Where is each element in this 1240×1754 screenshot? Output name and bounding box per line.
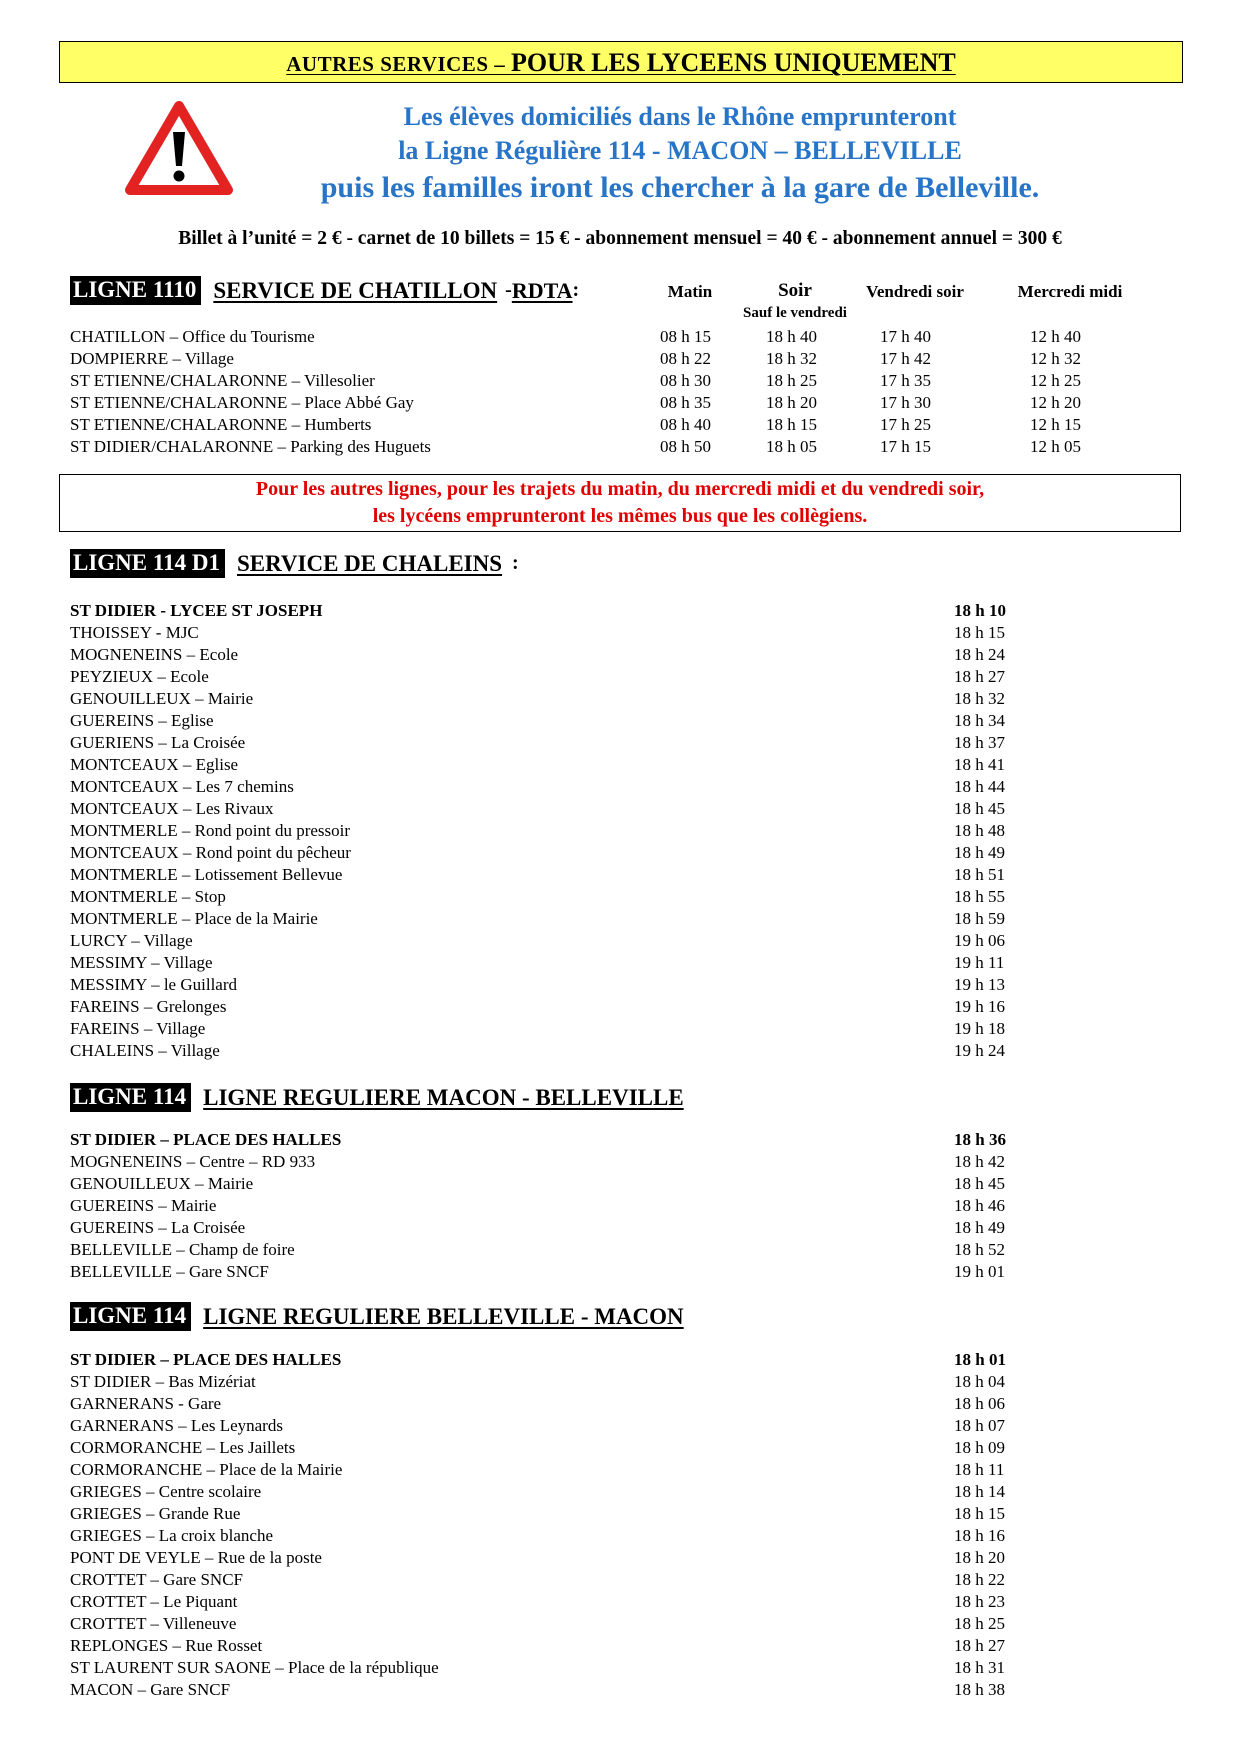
table-row [70, 1503, 1150, 1525]
table-row [70, 1195, 1150, 1217]
table-row [70, 798, 1150, 820]
rhone-notice [230, 100, 1130, 208]
departure-time: 18 h 07 [954, 1416, 1005, 1435]
departure-time: 18 h 27 [954, 1636, 1005, 1655]
line-colon: : [512, 552, 519, 574]
stop-name: ST DIDIER – Bas Mizériat [70, 1372, 256, 1391]
time-mercredi-midi: 12 h 20 [1030, 393, 1081, 412]
stop-name: MONTMERLE – Place de la Mairie [70, 909, 318, 928]
info-line-1: Pour les autres lignes, pour les trajets du matin, du mercredi midi et du vendredi soir, [255, 478, 985, 500]
stop-name: BELLEVILLE – Champ de foire [70, 1240, 295, 1259]
departure-time: 18 h 49 [954, 843, 1005, 862]
table-row [70, 1018, 1150, 1040]
table-row [70, 996, 1150, 1018]
table-row [70, 820, 1150, 842]
stop-name: ST DIDIER – PLACE DES HALLES [70, 1350, 342, 1369]
departure-time: 18 h 45 [954, 799, 1005, 818]
banner-highlight: POUR LES LYCEENS UNIQUEMENT [511, 48, 956, 77]
departure-time: 18 h 25 [954, 1614, 1005, 1633]
table-row [70, 326, 1150, 348]
time-soir: 18 h 20 [766, 393, 817, 412]
column-matin: Matin [667, 282, 713, 301]
section-114-belleville-macon-header [70, 1302, 684, 1331]
column-soir-note: Sauf le vendredi [743, 305, 847, 321]
departure-time: 18 h 11 [954, 1460, 1005, 1479]
departure-time: 18 h 20 [954, 1548, 1005, 1567]
table-row [70, 1371, 1150, 1393]
stop-name: PONT DE VEYLE – Rue de la poste [70, 1548, 322, 1567]
timetable-114-macon-belleville [70, 1129, 1150, 1283]
table-row [70, 1173, 1150, 1195]
stop-name: MONTCEAUX – Les Rivaux [70, 799, 274, 818]
time-matin: 08 h 40 [660, 415, 711, 434]
departure-time: 19 h 18 [954, 1019, 1005, 1038]
table-row [70, 732, 1150, 754]
table-row [70, 1261, 1150, 1283]
table-row [70, 1635, 1150, 1657]
stop-name: MESSIMY – le Guillard [70, 975, 238, 994]
departure-time: 18 h 45 [954, 1174, 1005, 1193]
departure-time: 19 h 16 [954, 997, 1005, 1016]
departure-time: 18 h 24 [954, 645, 1005, 664]
time-soir: 18 h 40 [766, 327, 817, 346]
stop-name: ST DIDIER – PLACE DES HALLES [70, 1130, 342, 1149]
departure-time: 18 h 16 [954, 1526, 1005, 1545]
line-title: SERVICE DE CHATILLON [213, 277, 498, 303]
stop-name: ST LAURENT SUR SAONE – Place de la république [70, 1658, 439, 1677]
time-matin: 08 h 30 [660, 371, 711, 390]
stop-name: ST DIDIER/CHALARONNE – Parking des Huguets [70, 437, 431, 456]
stop-name: GENOUILLEUX – Mairie [70, 689, 254, 708]
table-row [70, 974, 1150, 996]
line-separator: - [505, 279, 512, 301]
table-row [70, 1349, 1150, 1371]
time-soir: 18 h 15 [766, 415, 817, 434]
departure-time: 18 h 23 [954, 1592, 1005, 1611]
time-soir: 18 h 25 [766, 371, 817, 390]
departure-time: 18 h 09 [954, 1438, 1005, 1457]
departure-time: 18 h 32 [954, 689, 1005, 708]
table-row [70, 1481, 1150, 1503]
departure-time: 18 h 15 [954, 623, 1005, 642]
table-row [70, 1217, 1150, 1239]
table-row [70, 1040, 1150, 1062]
time-soir: 18 h 32 [766, 349, 817, 368]
stop-name: MONTMERLE – Lotissement Bellevue [70, 865, 343, 884]
departure-time: 18 h 44 [954, 777, 1005, 796]
timetable-1110 [70, 326, 1150, 458]
line-operator: RDTA [511, 277, 573, 303]
departure-time: 18 h 34 [954, 711, 1005, 730]
departure-time: 18 h 52 [954, 1240, 1005, 1259]
stop-name: MACON – Gare SNCF [70, 1680, 231, 1699]
stop-name: MOGNENEINS – Centre – RD 933 [70, 1152, 316, 1171]
departure-time: 18 h 36 [954, 1130, 1006, 1149]
table-row [70, 864, 1150, 886]
stop-name: GUEREINS – La Croisée [70, 1218, 246, 1237]
stop-name: GENOUILLEUX – Mairie [70, 1174, 254, 1193]
column-soir: Soir [778, 280, 812, 301]
table-row [70, 666, 1150, 688]
stop-name: FAREINS – Village [70, 1019, 206, 1038]
table-row [70, 414, 1150, 436]
departure-time: 18 h 37 [954, 733, 1005, 752]
table-row [70, 600, 1150, 622]
line-title: LIGNE REGULIERE MACON - BELLEVILLE [203, 1084, 684, 1110]
departure-time: 18 h 22 [954, 1570, 1005, 1589]
time-soir: 18 h 05 [766, 437, 817, 456]
departure-time: 18 h 46 [954, 1196, 1005, 1215]
stop-name: THOISSEY - MJC [70, 623, 199, 642]
departure-time: 19 h 24 [954, 1041, 1005, 1060]
table-row [70, 1613, 1150, 1635]
table-row [70, 1415, 1150, 1437]
departure-time: 18 h 04 [954, 1372, 1005, 1391]
section-114-d1-header [70, 549, 519, 578]
table-row [70, 436, 1150, 458]
departure-time: 19 h 13 [954, 975, 1005, 994]
time-mercredi-midi: 12 h 15 [1030, 415, 1081, 434]
stop-name: DOMPIERRE – Village [70, 349, 234, 368]
time-matin: 08 h 15 [660, 327, 711, 346]
stop-name: GRIEGES – Grande Rue [70, 1504, 241, 1523]
departure-time: 18 h 15 [954, 1504, 1005, 1523]
timetable-114-d1 [70, 600, 1150, 1062]
stop-name: PEYZIEUX – Ecole [70, 667, 209, 686]
timetable-114-belleville-macon [70, 1349, 1150, 1701]
time-mercredi-midi: 12 h 05 [1030, 437, 1081, 456]
table-row [70, 886, 1150, 908]
stop-name: CROTTET – Le Piquant [70, 1592, 238, 1611]
table-row [70, 348, 1150, 370]
table-row [70, 776, 1150, 798]
time-vendredi-soir: 17 h 30 [880, 393, 931, 412]
table-row [70, 622, 1150, 644]
stop-name: GUERIENS – La Croisée [70, 733, 246, 752]
section-114-macon-belleville-header [70, 1083, 684, 1112]
warning-icon [124, 100, 234, 196]
line-colon: : [572, 279, 580, 301]
time-mercredi-midi: 12 h 32 [1030, 349, 1081, 368]
table-row [70, 392, 1150, 414]
departure-time: 18 h 38 [954, 1680, 1005, 1699]
time-vendredi-soir: 17 h 40 [880, 327, 931, 346]
departure-time: 18 h 55 [954, 887, 1005, 906]
table-row [70, 644, 1150, 666]
stop-name: GARNERANS – Les Leynards [70, 1416, 283, 1435]
stop-name: CORMORANCHE – Les Jaillets [70, 1438, 296, 1457]
stop-name: MESSIMY – Village [70, 953, 213, 972]
stop-name: CHATILLON – Office du Tourisme [70, 327, 315, 346]
stop-name: CHALEINS – Village [70, 1041, 220, 1060]
header-banner [59, 41, 1183, 83]
stop-name: MONTCEAUX – Les 7 chemins [70, 777, 294, 796]
stop-name: FAREINS – Grelonges [70, 997, 227, 1016]
table-row [70, 1437, 1150, 1459]
table-row [70, 1679, 1150, 1701]
departure-time: 18 h 51 [954, 865, 1005, 884]
stop-name: CORMORANCHE – Place de la Mairie [70, 1460, 343, 1479]
time-vendredi-soir: 17 h 25 [880, 415, 931, 434]
departure-time: 19 h 11 [954, 953, 1005, 972]
line-title: SERVICE DE CHALEINS [236, 550, 503, 576]
table-row [70, 1151, 1150, 1173]
time-vendredi-soir: 17 h 42 [880, 349, 931, 368]
info-line-2: les lycéens emprunteront les mêmes bus que les collègiens. [372, 505, 868, 527]
time-vendredi-soir: 17 h 15 [880, 437, 931, 456]
line-badge: LIGNE 114 [70, 1083, 191, 1112]
departure-time: 18 h 10 [954, 601, 1006, 620]
notice-line-3: puis les familles iront les chercher à la gare de Belleville. [320, 171, 1040, 204]
stop-name: ST DIDIER - LYCEE ST JOSEPH [70, 601, 323, 620]
departure-time: 18 h 59 [954, 909, 1005, 928]
departure-time: 19 h 06 [954, 931, 1005, 950]
departure-time: 18 h 01 [954, 1350, 1006, 1369]
section-1110-header [70, 276, 579, 305]
stop-name: CROTTET – Gare SNCF [70, 1570, 243, 1589]
stop-name: ST ETIENNE/CHALARONNE – Place Abbé Gay [70, 393, 414, 412]
stop-name: GUEREINS – Mairie [70, 1196, 217, 1215]
table-row [70, 842, 1150, 864]
info-box [59, 474, 1181, 532]
table-row [70, 1459, 1150, 1481]
table-row [70, 1657, 1150, 1679]
ticket-prices: Billet à l’unité = 2 € - carnet de 10 billets = 15 € - abonnement mensuel = 40 € - abonnement annuel = 300 € [178, 228, 1062, 249]
line-badge: LIGNE 1110 [70, 276, 201, 305]
column-mercredi-midi: Mercredi midi [1017, 282, 1123, 301]
line-badge: LIGNE 114 D1 [70, 549, 225, 578]
stop-name: GRIEGES – La croix blanche [70, 1526, 273, 1545]
table-row [70, 754, 1150, 776]
stop-name: CROTTET – Villeneuve [70, 1614, 237, 1633]
departure-time: 18 h 27 [954, 667, 1005, 686]
stop-name: GUEREINS – Eglise [70, 711, 214, 730]
departure-time: 18 h 06 [954, 1394, 1005, 1413]
table-row [70, 710, 1150, 732]
stop-name: LURCY – Village [70, 931, 193, 950]
notice-line-1: Les élèves domiciliés dans le Rhône emprunteront [403, 102, 957, 131]
banner-title [286, 48, 956, 78]
line-badge: LIGNE 114 [70, 1302, 191, 1331]
table-row [70, 1547, 1150, 1569]
stop-name: ST ETIENNE/CHALARONNE – Villesolier [70, 371, 375, 390]
notice-line-2: la Ligne Régulière 114 - MACON – BELLEVILLE [398, 136, 962, 165]
departure-time: 18 h 42 [954, 1152, 1005, 1171]
departure-time: 18 h 49 [954, 1218, 1005, 1237]
table-row [70, 688, 1150, 710]
time-matin: 08 h 50 [660, 437, 711, 456]
stop-name: MONTMERLE – Rond point du pressoir [70, 821, 351, 840]
time-mercredi-midi: 12 h 25 [1030, 371, 1081, 390]
stop-name: REPLONGES – Rue Rosset [70, 1636, 263, 1655]
stop-name: MOGNENEINS – Ecole [70, 645, 239, 664]
stop-name: GRIEGES – Centre scolaire [70, 1482, 262, 1501]
departure-time: 18 h 31 [954, 1658, 1005, 1677]
stop-name: ST ETIENNE/CHALARONNE – Humberts [70, 415, 372, 434]
time-matin: 08 h 22 [660, 349, 711, 368]
stop-name: MONTCEAUX – Eglise [70, 755, 239, 774]
time-mercredi-midi: 12 h 40 [1030, 327, 1081, 346]
stop-name: GARNERANS - Gare [70, 1394, 222, 1413]
banner-prefix: AUTRES SERVICES – [286, 52, 511, 76]
table-row [70, 1591, 1150, 1613]
table-row [70, 930, 1150, 952]
table-row [70, 1525, 1150, 1547]
stop-name: MONTMERLE – Stop [70, 887, 226, 906]
stop-name: MONTCEAUX – Rond point du pêcheur [70, 843, 351, 862]
table-row [70, 370, 1150, 392]
line-title: LIGNE REGULIERE BELLEVILLE - MACON [203, 1303, 684, 1329]
departure-time: 18 h 41 [954, 755, 1005, 774]
departure-time: 18 h 14 [954, 1482, 1005, 1501]
stop-name: BELLEVILLE – Gare SNCF [70, 1262, 269, 1281]
table-row [70, 1569, 1150, 1591]
table-row [70, 952, 1150, 974]
table-row [70, 1239, 1150, 1261]
departure-time: 18 h 48 [954, 821, 1005, 840]
time-matin: 08 h 35 [660, 393, 711, 412]
table-row [70, 908, 1150, 930]
column-vendredi-soir: Vendredi soir [866, 282, 964, 301]
table-row [70, 1393, 1150, 1415]
table-row [70, 1129, 1150, 1151]
departure-time: 19 h 01 [954, 1262, 1005, 1281]
time-vendredi-soir: 17 h 35 [880, 371, 931, 390]
